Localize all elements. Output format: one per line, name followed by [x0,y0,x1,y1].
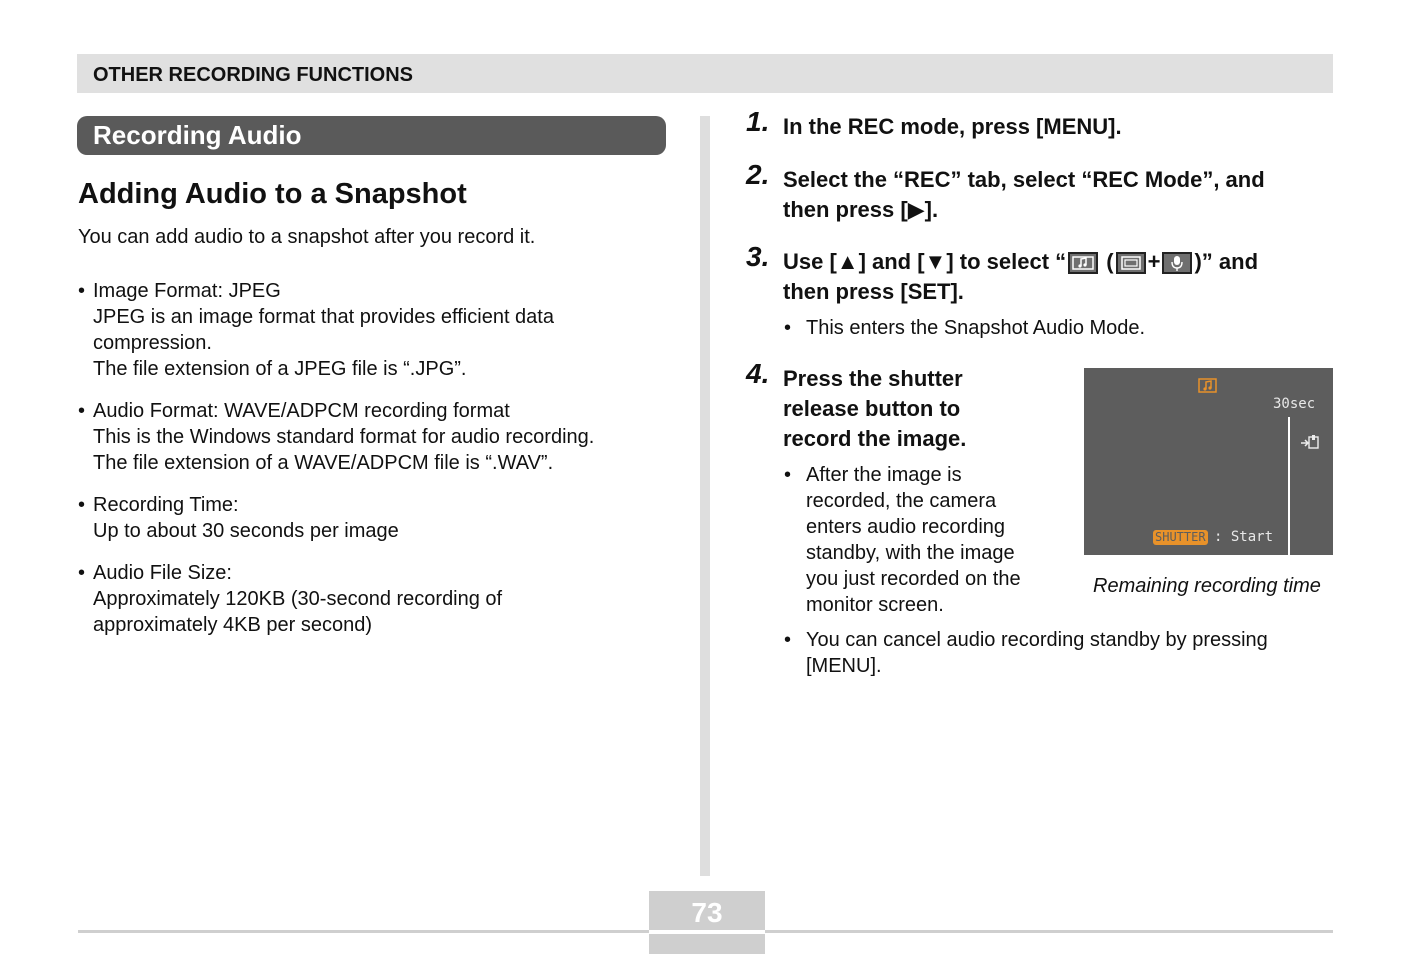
list-item-text: The file extension of a JPEG file is “.JPG”. [93,358,467,380]
page-number: 73 [691,897,723,928]
page-number-separator [649,930,765,934]
note-text: You can cancel audio recording standby by pressing [806,629,1268,651]
camera-monitor-screen [1084,368,1333,555]
page-title: Adding Audio to a Snapshot [78,178,467,210]
note-text: [MENU]. [806,655,882,677]
page-number-box [649,891,765,954]
bullet-mark: • [784,629,792,651]
snapshot-audio-icon [1068,252,1098,274]
list-item-text: Approximately 120KB (30-second recording of [93,588,503,610]
list-item-text: The file extension of a WAVE/ADPCM file is “.WAV”. [93,452,554,474]
step-text: In the REC mode, press [MENU]. [783,114,1122,139]
snapshot-audio-icon [1198,378,1218,394]
spec-list [78,278,668,654]
screen-caption: Remaining recording time [1093,575,1321,597]
list-item-text: compression. [93,332,212,354]
step-text-fragment: )” and [1194,249,1259,274]
step-text-line: Select the “REC” tab, select “REC Mode”, and [783,167,1265,192]
bullet-mark: • [78,280,86,302]
step-text-line: then press [SET]. [783,279,964,304]
step-number: 4. [746,358,770,389]
step-text-fragment: Use [▲] and [▼] to select “ [783,249,1067,274]
step-text-line: record the image. [783,426,967,451]
note-text: standby, with the image [806,542,1015,564]
intro-text: You can add audio to a snapshot after you record it. [78,226,536,248]
microphone-icon [1162,252,1192,274]
shutter-badge: SHUTTER [1155,530,1206,544]
note-text: monitor screen. [806,594,944,616]
column-divider [700,116,710,876]
chapter-title: OTHER RECORDING FUNCTIONS [93,64,413,86]
shutter-start-label: : Start [1214,529,1274,545]
bullet-mark: • [784,317,792,339]
list-item-text: Recording Time: [93,494,239,516]
pointer-line [1288,417,1290,577]
note-text: enters audio recording [806,516,1006,538]
step-text-fragment: ( [1100,249,1114,274]
list-item [78,398,668,476]
list-item [78,278,668,382]
step-number: 3. [746,241,770,272]
list-item-text: This is the Windows standard format for audio recording. [93,426,595,448]
step-text [783,247,1258,307]
step-number: 2. [746,159,770,190]
section-heading [77,116,666,155]
list-item [78,560,668,638]
list-item-text: Up to about 30 seconds per image [93,520,399,542]
step-text-line: then press [▶]. [783,197,939,222]
bullet-mark: • [78,562,86,584]
list-item-text: Audio Format: WAVE/ADPCM recording format [93,400,510,422]
list-item-text: Audio File Size: [93,562,232,584]
step-3-note [784,315,1146,341]
step-text [783,364,966,454]
note-text: you just recorded on the [806,568,1021,590]
remaining-time: 30sec [1273,396,1316,412]
step-text-line: release button to [783,396,961,421]
note-text: This enters the Snapshot Audio Mode. [806,317,1146,339]
audio-record-icon [1300,434,1320,450]
step-text-fragment: + [1147,249,1161,274]
step-number: 1. [746,106,770,137]
step-text-line: Press the shutter [783,366,963,391]
step-4-note [784,462,1021,618]
note-text: recorded, the camera [806,490,997,512]
step-4-note [784,627,1268,679]
step-text [783,165,1265,225]
list-item [78,492,668,544]
list-item-text: JPEG is an image format that provides efficient data [93,306,554,328]
bullet-mark: • [78,494,86,516]
header-bar [77,54,1333,93]
note-text: After the image is [806,464,962,486]
list-item-text: approximately 4KB per second) [93,614,373,636]
bullet-mark: • [784,464,792,486]
list-item-text: Image Format: JPEG [93,280,281,302]
step-text-line [783,247,1258,277]
bullet-mark: • [78,400,86,422]
snapshot-icon [1116,252,1146,274]
section-title: Recording Audio [93,120,302,150]
